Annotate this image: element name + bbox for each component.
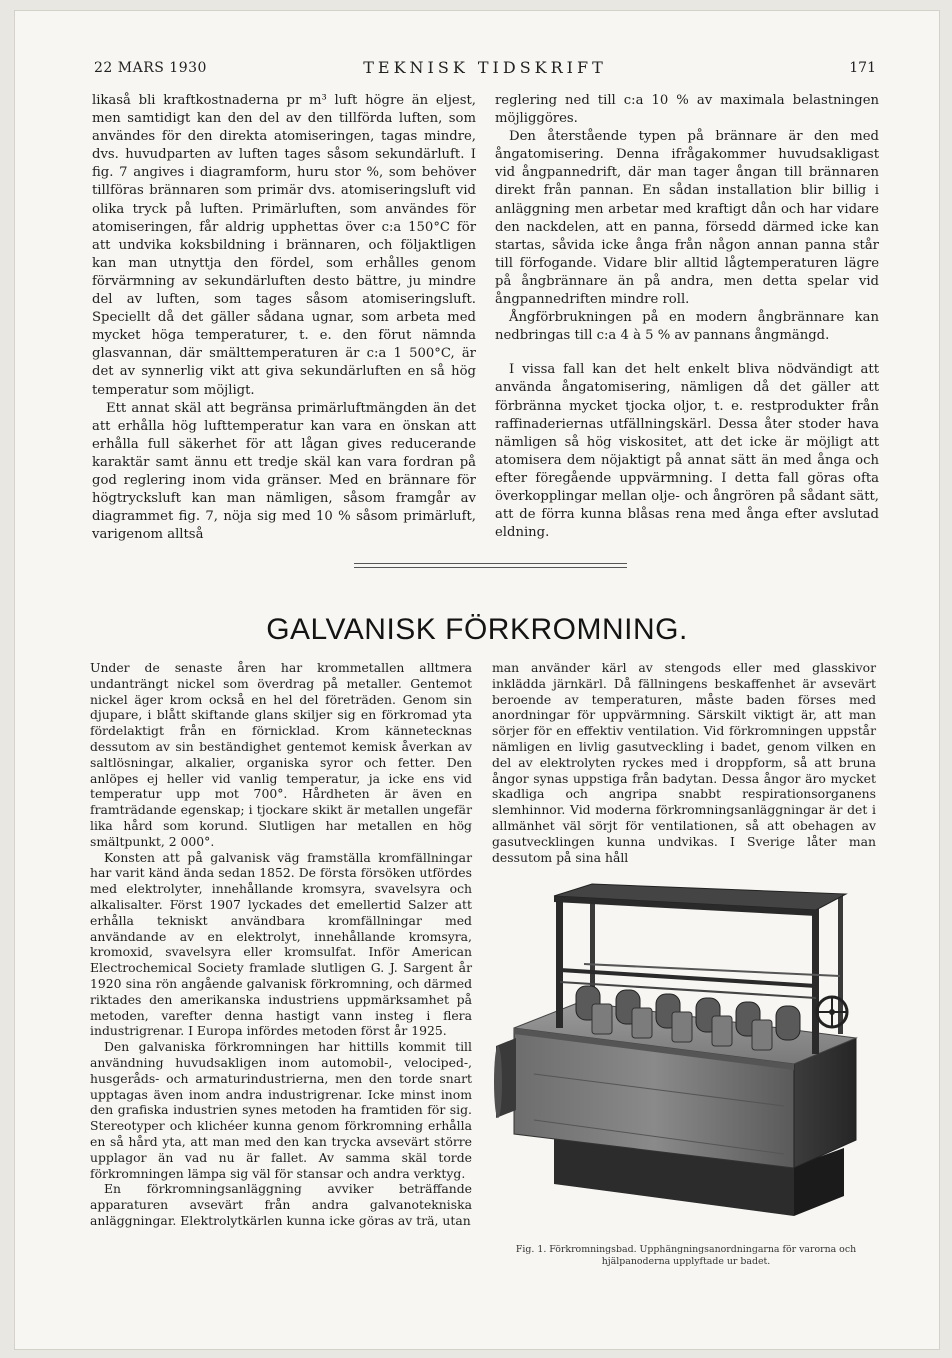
paragraph: En förkromningsanläggning avviker beträffande apparaturen avsevärt från andra galvanotekniska anläggningar. Elektrolytkärlen kunna icke göras av trä, utan — [90, 1181, 472, 1228]
paragraph: reglering ned till c:a 10 % av maximala belastningen möjliggöres. — [495, 93, 879, 127]
paragraph: Konsten att på galvanisk väg framställa kromfällningar har varit känd ända sedan 1852. De första försöken utfördes med elektrolyter, innehållande kromsyra, svavelsyra och alkalisalter. Först 1907 lyckades det emellertid Salzer att erhålla tekniskt användbara kromfällningar med användande av en elektrolyt, innehållande kromsyra, kromoxid, svavelsyra eller kromsulfat. Inför American Electrochemical Society framlade slutligen G. J. Sargent år 1920 sina rön angående galvanisk förkromning, och därmed riktades den amerikanska industriens uppmärksamhet på metoden, varefter denna hastigt vann insteg i flera industrigrenar. I Europa infördes metoden först år 1925. — [90, 849, 472, 1039]
top-left-column — [92, 92, 476, 544]
section-divider-second — [354, 567, 627, 568]
journal-title: TEKNISK TIDSKRIFT — [363, 58, 607, 77]
article-left-column — [90, 660, 472, 1229]
top-right-column — [495, 92, 879, 542]
plating-bath-illustration — [494, 878, 878, 1228]
paragraph: Den återstående typen på brännare är den med ångatomisering. Denna ifrågakommer huvudsakligast vid ångpannedrift, där man tager ångan till brännaren direkt från pannan. En sådan installation blir billig i anläggning men arbetar med kraftigt dån och har vidare den nackdelen, att en panna, försedd därmed icke kan startas, såvida icke ånga från någon annan panna står till förfogande. Vidare blir alltid lågtemperaturen lägre på ångbrännare än på andra, men detta spelar vid ångpannedriften mindre roll. — [495, 129, 879, 308]
chrome-plating-bath-figure — [494, 878, 878, 1228]
article-title: GALVANISK FÖRKROMNING. — [266, 613, 688, 646]
paragraph: man använder kärl av stengods eller med glasskivor inklädda järnkärl. Då fällningens beskaffenhet är avsevärt beroende av temperaturen, måste baden förses med anordningar för uppvärmning. Särskilt viktigt är, att man sörjer för en effektiv ventilation. Vid förkromningen uppstår nämligen en livlig gasutveckling i badet, genom vilken en del av elektrolyten ryckes med i droppform, så att bruna ångor synas uppstiga från badytan. Dessa ångor äro mycket skadliga och angripa snabbt respirationsorganens slemhinnor. Vid moderna förkromningsanläggningar är det i allmänhet väl sörjt för ventilationen, så att obehagen av gasutvecklingen kunna undvikas. I Sverige låter man dessutom på sina håll — [492, 660, 876, 865]
paragraph: Den galvaniska förkromningen har hittills kommit till användning huvudsakligen inom automobil-, velociped-, husgeråds- och armaturindustrierna, men den torde snart upptagas även inom andra industrigrenar. Icke minst inom den grafiska industrien synes metoden ha framtiden för sig. Stereotyper och klichéer kunna genom förkromning erhålla en så hård yta, att man med den kan trycka avsevärt större upplagor än vad nu är fallet. Av samma skäl torde förkromningen lämpa sig väl för stansar och andra verktyg. — [90, 1039, 472, 1181]
page-number: 171 — [849, 60, 876, 76]
paragraph: Under de senaste åren har krommetallen alltmera undanträngt nickel som överdrag på metaller. Gentemot nickel äger krom också en hel del företräden. Genom sin djupare, i blått skiftande glans skiljer sig en förkromad yta fördelaktigt från en förnicklad. Krom kännetecknas dessutom av sin beständighet gentemot kemisk åverkan av saltlösningar, alkalier, organiska syror och fetter. Den anlöpes ej heller vid vanlig temperatur, ja icke ens vid temperatur upp mot 700°. Hårdheten är även en framträdande egenskap; i tjockare skikt är metallen ungefär lika hård som korund. Slutligen har metallen en hög smältpunkt, 2 000°. — [90, 660, 472, 849]
journal-page — [14, 10, 940, 1350]
paragraph: likaså bli kraftkostnaderna pr m³ luft högre än eljest, men samtidigt kan den del av den tillförda luften, som användes för den direkta atomiseringen, tagas mindre, dvs. huvudparten av luften tages såsom sekundärluft. I fig. 7 angives i diagramform, huru stor %, som behöver tillföras brännaren som primär dvs. atomiseringsluft vid olika tryck på luften. Primärluften, som användes för atomiseringen, får aldrig upphettas över c:a 150°C för att undvika koksbildning i brännaren, och följaktligen kan man utnyttja den fördel, som erhålles genom förvärmning av sekundärluften desto bättre, ju mindre del av luften, som tages såsom atomiseringsluft. Speciellt då det gäller sådana ugnar, som arbeta med mycket höga temperaturer, t. e. den förut nämnda glasvannan, där smälttemperaturen är c:a 1 500°C, är det av synnerlig vikt att giva sekundärluften en så hög temperatur som möjligt. — [92, 93, 476, 398]
issue-date: 22 MARS 1930 — [94, 60, 207, 76]
paragraph: Ångförbrukningen på en modern ångbrännare kan nedbringas till c:a 4 à 5 % av pannans ångmängd. — [495, 310, 879, 344]
paragraph: I vissa fall kan det helt enkelt bliva nödvändigt att använda ångatomisering, nämligen då det gäller att förbränna mycket tjocka oljor, t. e. restprodukter från raffinaderiernas utfällningskärl. Dessa åter stoder hava nämligen så hög viskositet, att det icke är möjligt att atomisera dem nöjaktigt på annat sätt än med ånga och efter föregående uppvärmning. I detta fall göras ofta överkopplingar mellan olje- och ångrören på sådant sätt, att de förra kunna blåsas rena med ånga efter avslutad eldning. — [495, 362, 879, 541]
figure-caption: Fig. 1. Förkromningsbad. Upphängningsanordningarna för varorna och hjälpanoderna upplyftade ur badet. — [515, 1244, 857, 1267]
paragraph: Ett annat skäl att begränsa primärluftmängden än det att erhålla hög lufttemperatur kan vara en önskan att erhålla full säkerhet för att lågan gives reducerande karaktär samt ännu ett tredje skäl kan vara fordran på god reglering inom vida gränser. Med en brännare för högtrycksluft kan man nämligen, såsom framgår av diagrammet fig. 7, nöja sig med 10 % såsom primärluft, varigenom alltså — [92, 400, 476, 543]
page-header — [94, 58, 876, 80]
article-right-column — [492, 660, 876, 865]
section-divider — [354, 563, 627, 564]
